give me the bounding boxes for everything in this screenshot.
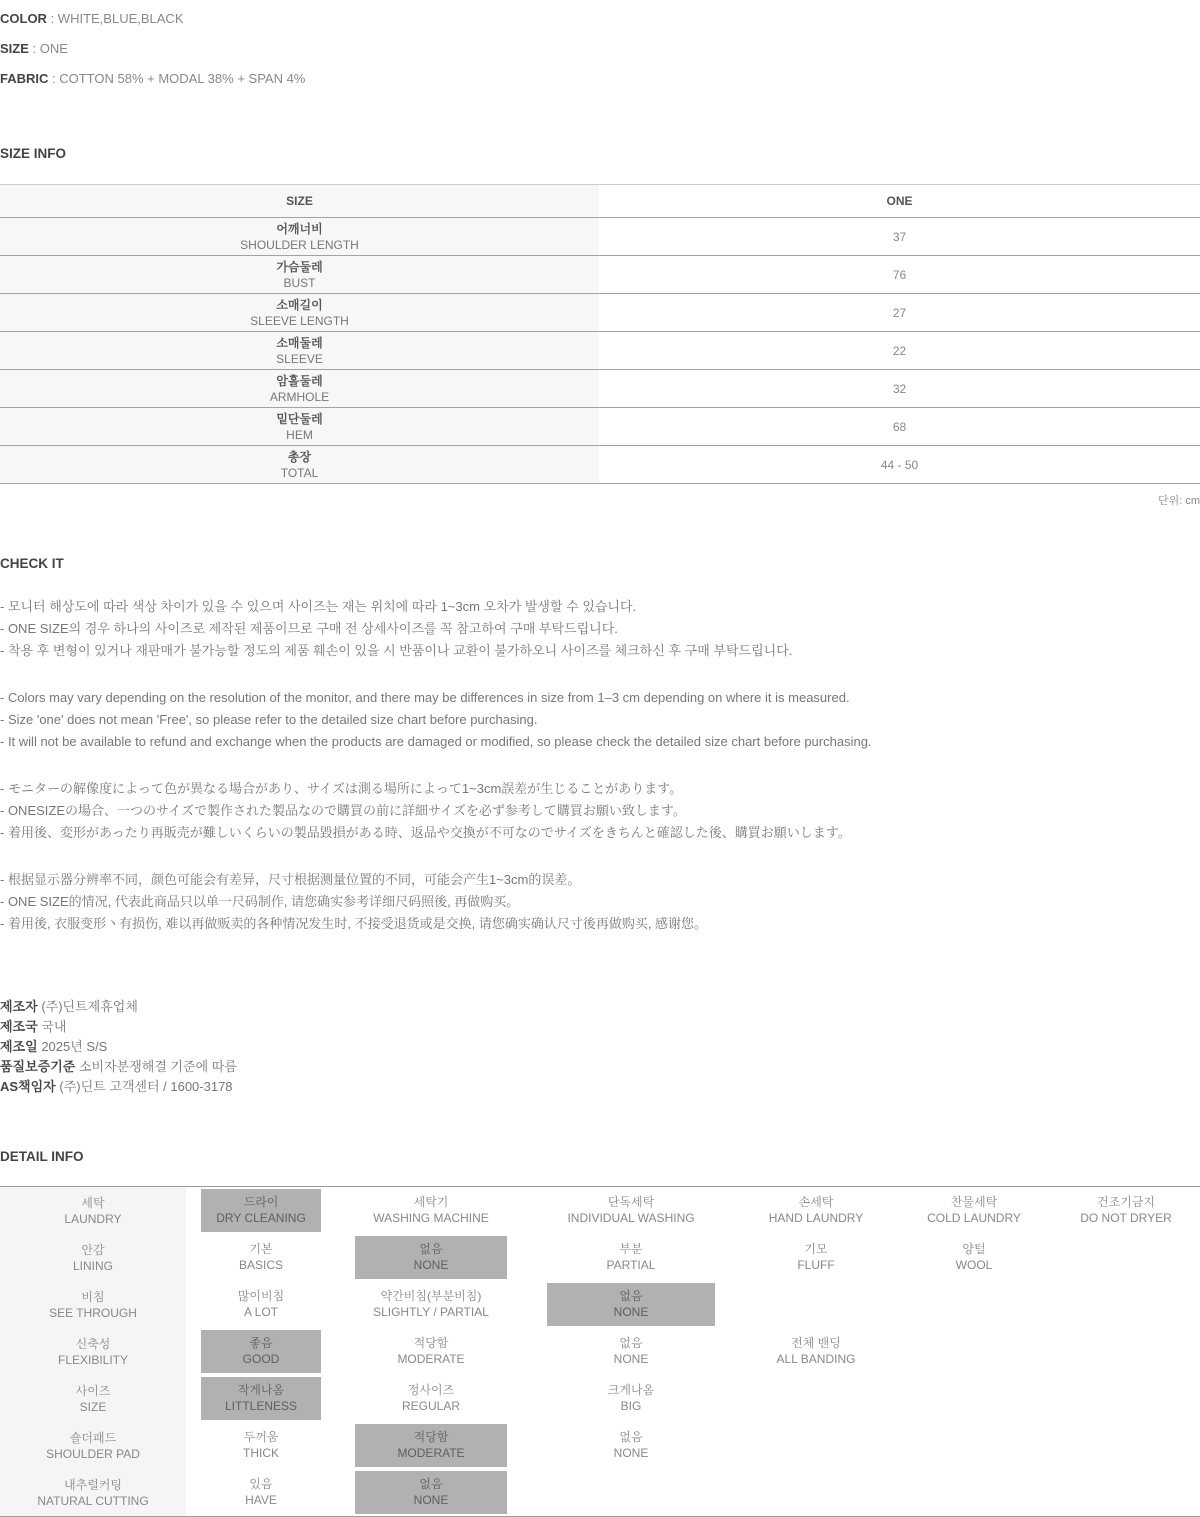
one-column-header: ONE [599,185,1200,218]
category-en: SIZE [79,1399,107,1414]
measure-value: 27 [599,294,1200,332]
category-kr: 비침 [81,1289,105,1304]
manufacturer-label: 제조자 [0,999,38,1014]
note-line: - 모니터 해상도에 따라 색상 차이가 있을 수 있으며 사이즈는 재는 위치에 따라 1~3cm 오차가 발생할 수 있습니다. [0,599,637,614]
size-info-heading: SIZE INFO [0,146,67,161]
option-kr: 기모 [804,1242,828,1256]
category-kr: 내추럴커팅 [64,1477,122,1492]
manufacturer-line [0,1017,1200,1037]
category-kr: 사이즈 [75,1383,111,1398]
option-cell [186,1328,336,1375]
option-cell [526,1328,736,1375]
category-cell [0,1234,186,1281]
measure-label [0,332,599,370]
option-kr: 전체 밴딩 [791,1336,841,1350]
category-kr: 세탁 [81,1195,105,1210]
measure-label-en: BUST [283,275,316,290]
option-en: COLD LAUNDRY [927,1211,1021,1225]
color-label: COLOR [0,11,47,26]
measure-label-en: SLEEVE [276,351,323,366]
size-column-header: SIZE [0,185,599,218]
option-kr: 없음 [619,1336,643,1350]
measure-value: 44 - 50 [599,446,1200,484]
table-row [0,446,1200,484]
option-en: MODERATE [397,1352,465,1366]
measure-value: 32 [599,370,1200,408]
empty-cell [526,1469,736,1517]
measure-label-kr: 밑단둘레 [276,411,323,426]
note-line: - Size 'one' does not mean 'Free', so please refer to the detailed size chart before purchasing. [0,712,538,727]
category-cell [0,1469,186,1517]
spec-separator: : [48,71,60,86]
note-line: - 着用後、変形があったり再販売が難しいくらいの製品毀損がある時、返品や交換が不可なのでサイズをきちんと確認した後、購買お願いします。 [0,825,851,840]
option-en: DRY CLEANING [216,1211,306,1225]
measure-label [0,370,599,408]
option-kr: 많이비침 [237,1289,285,1303]
size-table-header-row [0,185,1200,218]
option-kr: 크게나옴 [607,1383,655,1397]
category-cell [0,1187,186,1235]
option-kr: 작게나옴 [237,1383,285,1397]
measure-label [0,218,599,256]
color-spec-line [0,10,1200,28]
option-kr: 정사이즈 [407,1383,455,1397]
option-en: A LOT [243,1305,278,1319]
option-kr: 단독세탁 [607,1195,655,1209]
option-cell [336,1187,526,1235]
detail-info-table [0,1186,1200,1517]
option-en: BIG [620,1399,642,1413]
manufacturer-value: (주)딘트제휴업체 [41,999,138,1014]
option-cell [896,1187,1052,1235]
measure-value: 68 [599,408,1200,446]
category-kr: 신축성 [75,1336,111,1351]
option-en: MODERATE [397,1446,465,1460]
note-line: - ONE SIZE의 경우 하나의 사이즈로 제작된 제품이므로 구매 전 상세사이즈를 꼭 참고하여 구매 부탁드립니다. [0,621,618,636]
option-en: HAVE [245,1493,277,1507]
measure-label [0,408,599,446]
detail-row-laundry [0,1187,1200,1235]
option-cell [336,1281,526,1328]
unit-note: 단위: cm [1157,495,1200,507]
option-kr: 세탁기 [413,1195,449,1209]
measure-label [0,446,599,484]
option-kr: 약간비침(부분비침) [380,1289,482,1303]
option-en: INDIVIDUAL WASHING [567,1211,695,1225]
option-en: FLUFF [797,1258,835,1272]
empty-cell [736,1469,896,1517]
option-cell [186,1187,336,1235]
option-kr: 없음 [619,1289,643,1303]
manufacturer-line [0,1057,1200,1077]
category-en: LINING [72,1258,113,1273]
spec-separator: : [46,11,58,26]
manufacturer-info [0,997,1200,1097]
option-en: GOOD [242,1352,280,1366]
option-en: SLIGHTLY / PARTIAL [373,1305,489,1319]
option-kr: 두꺼움 [243,1430,279,1444]
note-line: - ONE SIZE的情况, 代表此商品只以单一尺码制作, 请您确实参考详细尺码照後, 再做购买。 [0,894,520,909]
option-cell [736,1328,896,1375]
fabric-label: FABRIC [0,71,49,86]
manufacturer-value: 국내 [41,1019,67,1034]
option-en: NONE [413,1493,449,1507]
option-en: HAND LAUNDRY [768,1211,864,1225]
option-cell [336,1469,526,1517]
manufacturer-value: (주)딘트 고객센터 / 1600-3178 [59,1079,233,1094]
option-en: BASICS [238,1258,283,1272]
option-cell [1052,1187,1200,1235]
category-cell [0,1281,186,1328]
manufacturer-label: AS책임자 [0,1079,56,1094]
option-en: LITTLENESS [224,1399,298,1413]
notes-english [0,687,1200,753]
detail-row-see-through [0,1281,1200,1328]
empty-cell [736,1375,896,1422]
option-kr: 손세탁 [798,1195,834,1209]
option-kr: 없음 [419,1242,443,1256]
color-value: WHITE,BLUE,BLACK [57,11,184,26]
option-cell [186,1469,336,1517]
manufacturer-value: 소비자분쟁해결 기준에 따름 [78,1059,237,1074]
empty-cell [896,1281,1052,1328]
category-cell [0,1328,186,1375]
option-cell [186,1375,336,1422]
option-en: DO NOT DRYER [1080,1211,1172,1225]
measure-label-kr: 암홀둘레 [276,373,323,388]
measure-label-kr: 가슴둘레 [276,259,323,274]
detail-row-flexibility [0,1328,1200,1375]
empty-cell [896,1469,1052,1517]
empty-cell [1052,1375,1200,1422]
fabric-value: COTTON 58% + MODAL 38% + SPAN 4% [59,71,306,86]
table-row [0,370,1200,408]
note-line: - It will not be available to refund and exchange when the products are damaged or modified, so please check the detailed size chart before purchasing. [0,734,872,749]
option-en: REGULAR [401,1399,460,1413]
option-kr: 좋음 [249,1336,273,1350]
measure-value: 22 [599,332,1200,370]
measure-label [0,256,599,294]
notes-japanese [0,778,1200,844]
table-row [0,408,1200,446]
check-it-heading: CHECK IT [0,556,64,571]
size-info-table [0,184,1200,484]
option-en: WASHING MACHINE [373,1211,489,1225]
measure-label-en: SLEEVE LENGTH [250,313,349,328]
measure-label-en: SHOULDER LENGTH [240,237,359,252]
option-cell [526,1187,736,1235]
detail-row-natural-cutting [0,1469,1200,1517]
size-spec-line [0,40,1200,58]
option-cell [526,1281,736,1328]
empty-cell [896,1328,1052,1375]
empty-cell [1052,1469,1200,1517]
note-line: - モニターの解像度によって色が異なる場合があり、サイズは測る場所によって1~3cm誤差が生じることがあります。 [0,781,683,796]
size-label: SIZE [0,41,29,56]
notes-chinese [0,869,1200,935]
option-kr: 있음 [249,1477,273,1491]
option-en: NONE [613,1352,649,1366]
option-en: NONE [413,1258,449,1272]
option-cell [736,1187,896,1235]
option-en: NONE [613,1446,649,1460]
option-en: NONE [613,1305,649,1319]
note-line: - 着用後, 衣服变形丶有损伤, 难以再做贩卖的各种情况发生时, 不接受退货或是交换, 请您确实确认尺寸後再做购买, 感谢您。 [0,916,708,931]
table-row [0,294,1200,332]
size-value: ONE [39,41,68,56]
manufacturer-line [0,1077,1200,1097]
measure-value: 76 [599,256,1200,294]
option-kr: 없음 [619,1430,643,1444]
table-row [0,256,1200,294]
manufacturer-label: 제조국 [0,1019,38,1034]
spec-separator: : [28,41,40,56]
option-kr: 기본 [249,1242,273,1256]
category-en: NATURAL CUTTING [37,1493,149,1508]
measure-label-en: TOTAL [280,465,319,480]
measure-label-kr: 총장 [287,449,312,464]
product-specs [0,10,1200,88]
category-en: SEE THROUGH [49,1305,137,1320]
measure-label-en: ARMHOLE [269,389,330,404]
manufacturer-label: 품질보증기준 [0,1059,76,1074]
empty-cell [1052,1281,1200,1328]
option-kr: 적당함 [413,1430,449,1444]
option-en: THICK [243,1446,279,1460]
option-cell [186,1281,336,1328]
category-kr: 숄더패드 [69,1430,117,1445]
detail-info-heading: DETAIL INFO [0,1149,84,1164]
option-kr: 적당함 [413,1336,449,1350]
option-en: WOOL [955,1258,993,1272]
measure-label-en: HEM [286,427,313,442]
option-en: ALL BANDING [776,1352,856,1366]
note-line: - Colors may vary depending on the resolution of the monitor, and there may be differences in size from 1–3 cm depending on where it is measured. [0,690,850,705]
measure-label-kr: 어깨너비 [276,221,323,236]
measure-label-kr: 소매둘레 [276,335,323,350]
empty-cell [1052,1234,1200,1281]
measure-label [0,294,599,332]
option-kr: 부분 [619,1242,643,1256]
option-cell [336,1375,526,1422]
option-kr: 찬물세탁 [950,1195,998,1209]
table-row [0,218,1200,256]
detail-row-size [0,1375,1200,1422]
detail-row-lining [0,1234,1200,1281]
manufacturer-line [0,1037,1200,1057]
note-line: - 根据显示器分辨率不同，颜色可能会有差异，尺寸根据测量位置的不同，可能会产生1~3cm的误差。 [0,872,581,887]
option-kr: 드라이 [243,1195,279,1209]
note-line: - 착용 후 변형이 있거나 재판매가 불가능할 정도의 제품 훼손이 있을 시 반품이나 교환이 불가하오니 사이즈를 체크하신 후 구매 부탁드립니다. [0,643,793,658]
manufacturer-line [0,997,1200,1017]
option-cell [336,1234,526,1281]
option-kr: 없음 [419,1477,443,1491]
option-en: PARTIAL [606,1258,656,1272]
category-en: FLEXIBILITY [57,1352,129,1367]
measure-label-kr: 소매길이 [276,297,323,312]
option-cell [896,1234,1052,1281]
category-kr: 안감 [81,1242,105,1257]
empty-cell [896,1375,1052,1422]
category-en: LAUNDRY [64,1211,122,1226]
manufacturer-value: 2025년 S/S [41,1039,108,1054]
measure-value: 37 [599,218,1200,256]
option-kr: 건조기금지 [1097,1195,1155,1209]
table-row [0,332,1200,370]
note-line: - ONESIZEの場合、一つのサイズで製作された製品なので購買の前に詳細サイズを必ず参考して購買お願い致します。 [0,803,686,818]
option-cell [336,1328,526,1375]
notes-korean [0,596,1200,662]
option-cell [186,1234,336,1281]
category-en: SHOULDER PAD [46,1446,140,1461]
manufacturer-label: 제조일 [0,1039,38,1054]
option-cell [526,1234,736,1281]
empty-cell [1052,1328,1200,1375]
category-cell [0,1375,186,1422]
fabric-spec-line [0,70,1200,88]
option-cell [736,1234,896,1281]
empty-cell [736,1281,896,1328]
option-cell [526,1375,736,1422]
option-kr: 양털 [962,1242,986,1256]
